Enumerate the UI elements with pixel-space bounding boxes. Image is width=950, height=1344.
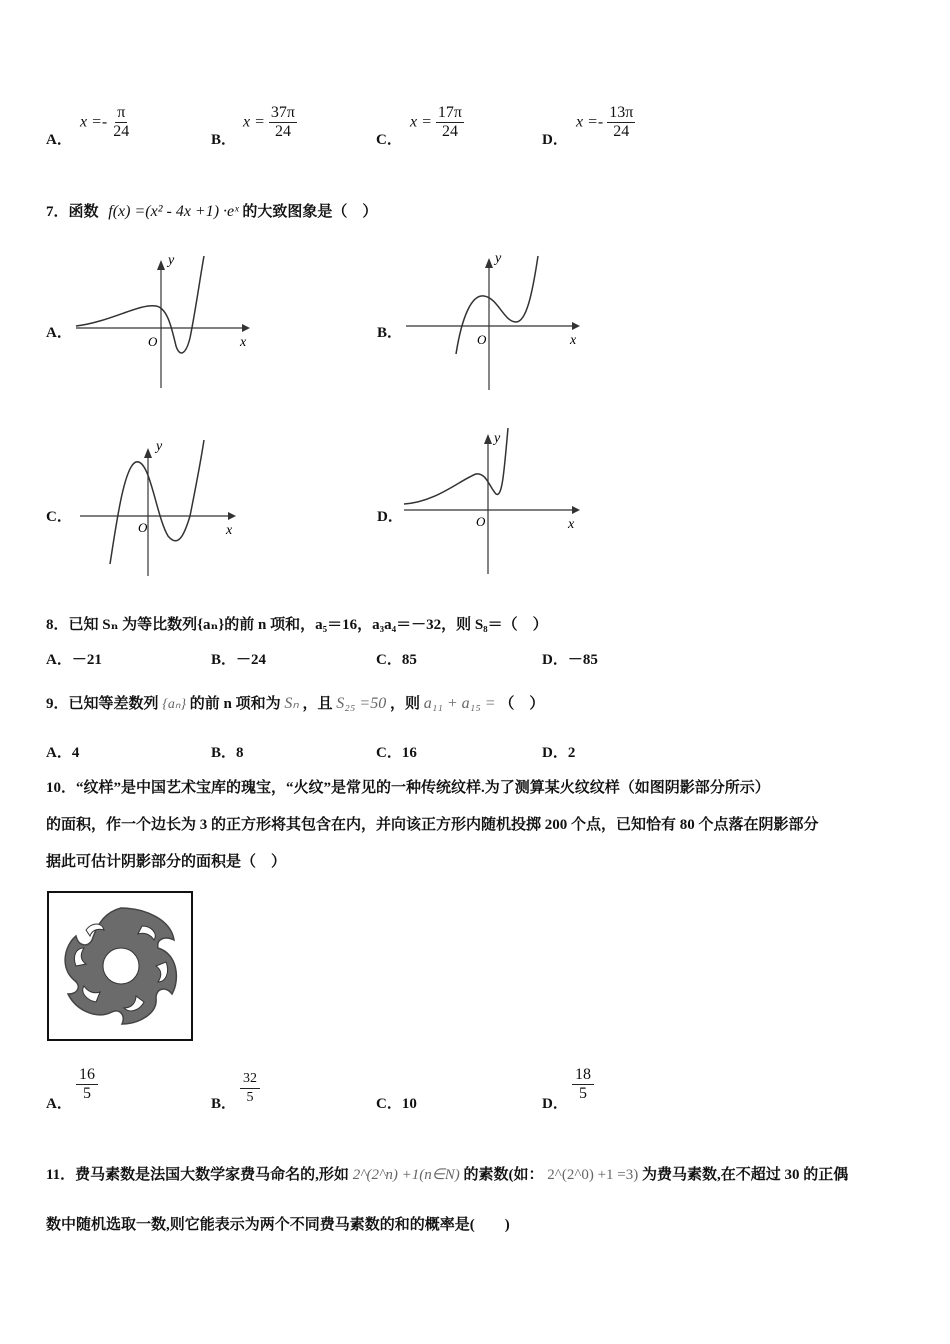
q6-option-d-letter: D． [542, 132, 568, 148]
x-label: x [568, 517, 575, 532]
q9-option-b-value: 8 [236, 745, 244, 761]
q10-option-b-num: 32 [243, 1071, 257, 1086]
q9-sn: Sₙ [284, 695, 299, 712]
q8-option-b-letter: B． [211, 652, 237, 668]
q9-part5: （ ） [499, 696, 545, 712]
q6-option-a-num: π [117, 104, 126, 121]
q6-option-c-letter: C． [376, 132, 402, 148]
q6-option-a-letter: A． [46, 132, 72, 148]
q11-line1 [46, 1163, 848, 1184]
q9-option-c-value: 16 [401, 745, 417, 761]
q11-formula1: 2^(2^n) +1(n∈N) [352, 1167, 460, 1183]
q7-graph-c [76, 436, 256, 580]
q10-option-a-letter: A． [46, 1096, 72, 1112]
origin-label: O [476, 514, 486, 529]
q10-option-b-den: 5 [246, 1090, 254, 1105]
q7-stem [46, 200, 377, 221]
q9-option-c-letter: C． [376, 745, 402, 761]
curve [456, 256, 538, 354]
q10-fire-pattern-figure [46, 890, 196, 1042]
q7-number: 7．函数 [46, 204, 99, 220]
q8-option-c-letter: C． [376, 652, 402, 668]
q8-option-c-value: 85 [401, 652, 417, 668]
q11-part2: 的素数(如： [463, 1167, 544, 1183]
curve [76, 256, 204, 353]
q10-option-d-den: 5 [579, 1085, 587, 1102]
x-label: x [570, 333, 577, 348]
q9-option-a-letter: A． [46, 745, 72, 761]
q6-option-d-formula [576, 104, 635, 141]
curve [404, 428, 508, 504]
q9-option-d-value: 2 [567, 745, 576, 761]
q6-option-c-lhs: x = [410, 113, 432, 131]
q8-option-b-value: －24 [236, 652, 267, 668]
y-label: y [168, 253, 175, 268]
q8-option-b [211, 648, 266, 669]
q10-option-d-num: 18 [575, 1066, 591, 1083]
q6-option-b-formula [243, 104, 297, 141]
q9-option-a [46, 741, 79, 762]
q9-option-d [542, 741, 575, 762]
q10-option-d-fraction [572, 1066, 594, 1103]
q9-option-a-value: 4 [71, 745, 80, 761]
q11-line2: 数中随机选取一数,则它能表示为两个不同费马素数的和的概率是( ) [46, 1217, 510, 1233]
q6-option-d-den: 24 [613, 123, 630, 140]
q10-line1: 10．“纹样”是中国艺术宝库的瑰宝，“火纹”是常见的一种传统纹样.为了测算某火纹纹样（如图阴影部分所示） [46, 780, 770, 796]
q9-option-b [211, 741, 244, 762]
q6-option-c-den: 24 [441, 123, 458, 140]
q6-option-a-formula [80, 104, 131, 141]
origin-label: O [477, 332, 487, 347]
q9-condition: S₂₅ =50 [336, 695, 387, 712]
x-axis-arrow [572, 322, 580, 330]
q10-option-a-fraction [76, 1066, 98, 1103]
q9-option-d-letter: D． [542, 745, 568, 761]
q6-option-b-num: 37π [270, 104, 295, 121]
y-label: y [156, 439, 163, 454]
q10-option-a-den: 5 [83, 1085, 91, 1102]
q9-option-c [376, 741, 417, 762]
y-axis-arrow [157, 260, 165, 270]
q9-part3: ，且 [302, 696, 333, 712]
q9-stem [46, 692, 544, 713]
q7-graph-b-label: B． [377, 325, 403, 341]
q10-option-d-letter: D． [542, 1096, 568, 1112]
q8-option-c [376, 648, 417, 669]
q7-graph-c-label: C． [46, 509, 72, 525]
q7-graph-b [400, 246, 590, 394]
q10-line3: 据此可估计阴影部分的面积是（ ） [46, 854, 287, 870]
q6-option-b-lhs: x = [243, 113, 265, 131]
q6-option-b-den: 24 [274, 123, 291, 140]
q9-part1: 9．已知等差数列 [46, 696, 159, 712]
curve [110, 440, 204, 564]
q7-graph-a-label: A． [46, 325, 72, 341]
q6-option-d-lhs: x =- [576, 113, 604, 131]
q11-part3: 为费马素数,在不超过 30 的正偶 [642, 1167, 849, 1183]
q10-option-c-value: 10 [401, 1096, 417, 1112]
q8-option-a [46, 648, 102, 669]
y-axis-arrow [485, 258, 493, 268]
origin-label: O [138, 520, 148, 535]
x-label: x [240, 335, 247, 350]
y-axis-arrow [484, 434, 492, 444]
q10-option-c-letter: C． [376, 1096, 402, 1112]
q8-option-a-value: －21 [71, 652, 102, 668]
q8-option-d-letter: D． [542, 652, 568, 668]
q11-part1: 11．费马素数是法国大数学家费马命名的,形如 [46, 1167, 349, 1183]
q10-option-b-letter: B． [211, 1096, 237, 1112]
q9-part2: 的前 n 项和为 [189, 696, 281, 712]
q6-option-a-lhs: x =- [80, 113, 108, 131]
x-label: x [226, 523, 233, 538]
q11-formula2: 2^(2^0) +1 =3) [547, 1167, 639, 1183]
q6-option-c-num: 17π [437, 104, 462, 121]
q7-suffix: 的大致图象是（ ） [242, 204, 378, 220]
y-label: y [494, 431, 501, 446]
q7-formula-f: f [108, 203, 113, 220]
q10-option-a-num: 16 [79, 1066, 95, 1083]
q6-option-a-den: 24 [113, 123, 130, 140]
q7-graph-d [400, 424, 590, 578]
q8-option-d-value: －85 [567, 652, 598, 668]
q9-option-b-letter: B． [211, 745, 237, 761]
q7-formula: (x) =(x² - 4x +1) ·eˣ [112, 203, 239, 220]
q6-option-b-letter: B． [211, 132, 237, 148]
q8-stem: 8．已知 Sₙ 为等比数列{aₙ}的前 n 项和，a₅＝16，a₃a₄＝－32，则 S₈＝（ ） [46, 617, 548, 633]
y-label: y [495, 251, 502, 266]
x-axis-arrow [572, 506, 580, 514]
origin-label: O [148, 334, 158, 349]
x-axis-arrow [242, 324, 250, 332]
q6-option-c-formula [410, 104, 464, 141]
q6-option-d-num: 13π [609, 104, 634, 121]
q10-option-c [376, 1092, 417, 1113]
y-axis-arrow [144, 448, 152, 458]
q8-option-a-letter: A． [46, 652, 72, 668]
q9-expression: a₁₁ + a₁₅ = [423, 695, 496, 712]
x-axis-arrow [228, 512, 236, 520]
q10-option-b-fraction [240, 1070, 260, 1107]
q7-graph-d-label: D． [377, 509, 403, 525]
q9-part4: ，则 [389, 696, 420, 712]
q8-option-d [542, 648, 598, 669]
q9-sequence: {aₙ} [162, 697, 187, 712]
q7-graph-a [70, 248, 260, 393]
q10-line2: 的面积，作一个边长为 3 的正方形将其包含在内，并向该正方形内随机投掷 200 个点，已知恰有 80 个点落在阴影部分 [46, 817, 819, 833]
